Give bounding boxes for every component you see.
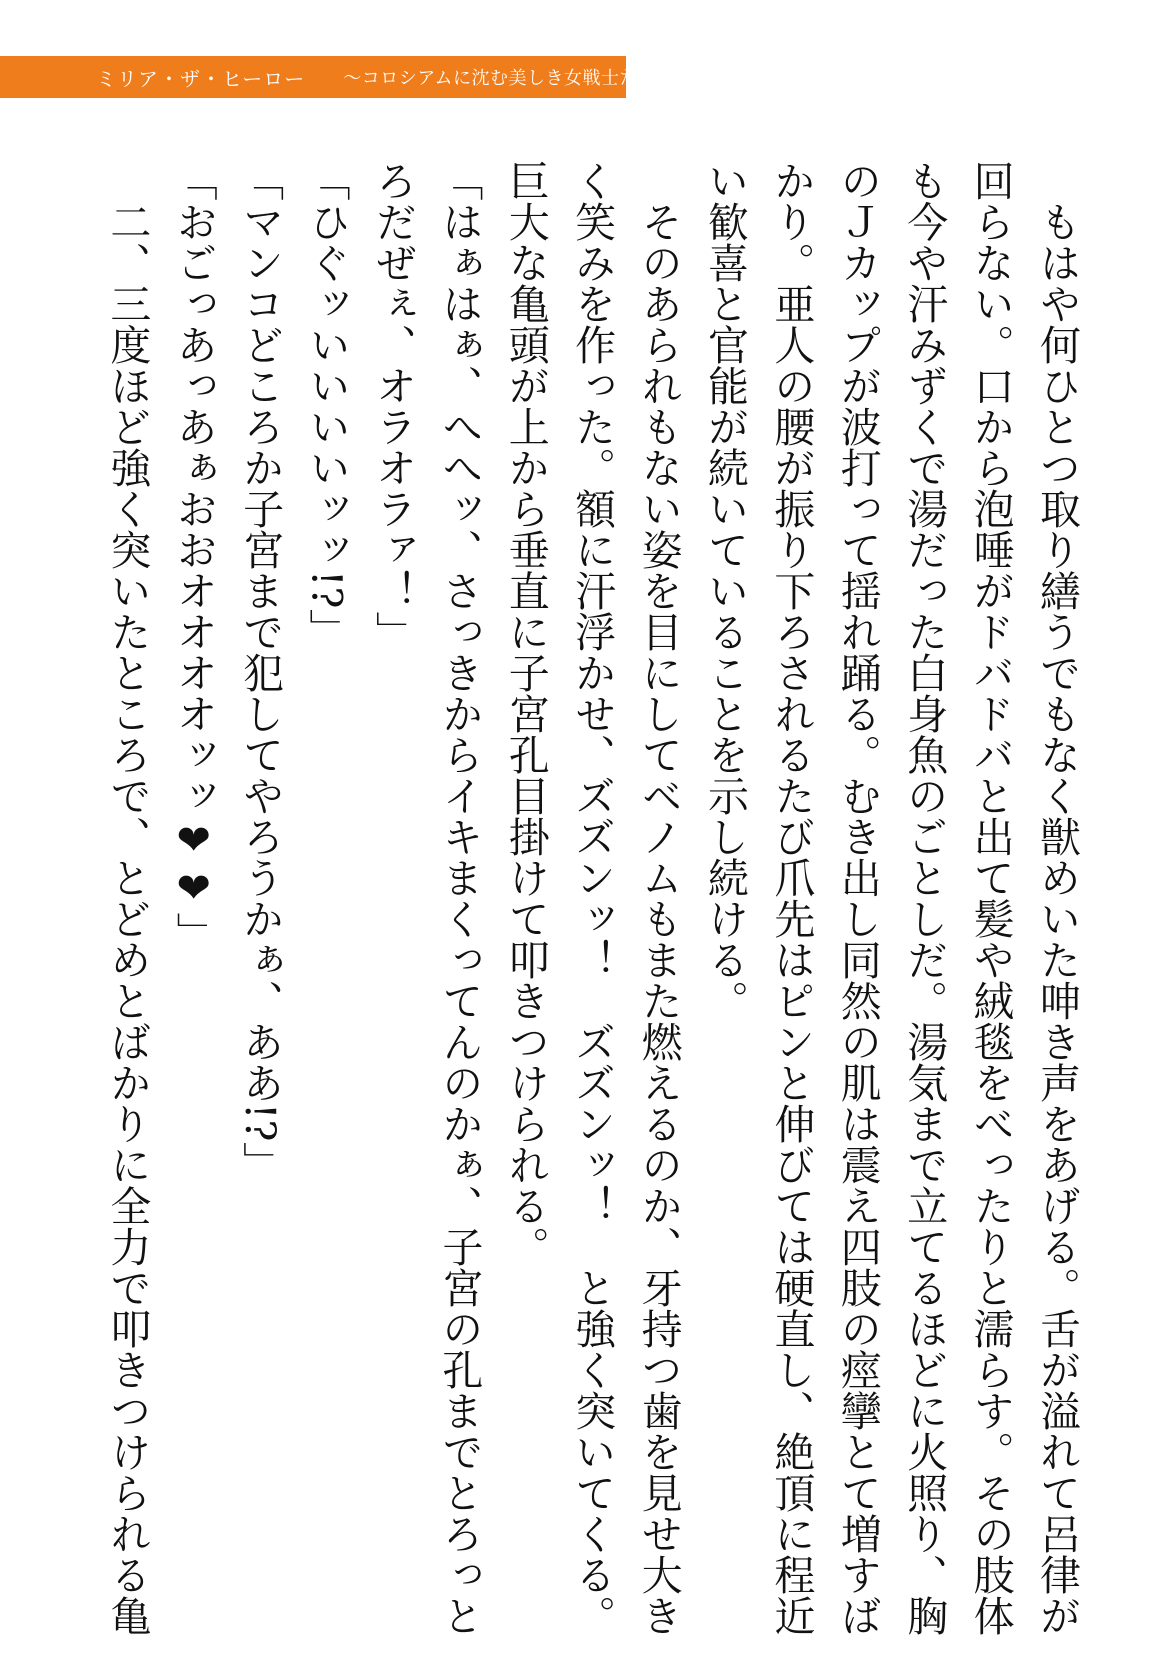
text-line: 二、三度ほど強く突いたところで、とどめとばかりに全力で叩きつけられる亀 — [103, 160, 152, 1636]
text-line: 「はぁはぁ、へへッ、さっきからイキまくってんのかぁ、子宮の孔までとろっと — [435, 160, 484, 1636]
text-line: 巨大な亀頭が上から垂直に子宮孔目掛けて叩きつけられる。 — [501, 160, 550, 1267]
text-line: も今や汗みずくで湯だった白身魚のごとしだ。湯気まで立てるほどに火照り、胸 — [900, 160, 949, 1636]
text-line: かり。亜人の腰が振り下ろされるたび爪先はピンと伸びては硬直し、絶頂に程近 — [767, 160, 816, 1636]
text-line: もはや何ひとつ取り繕うでもなく獣めいた呻き声をあげる。舌が溢れて呂律が — [1033, 160, 1081, 1636]
vertical-body-text — [103, 160, 1090, 1636]
book-title: ミリア・ザ・ヒーロー — [96, 66, 306, 91]
text-line: く笑みを作った。額に汗浮かせ、ズズンッ！ ズズンッ！ と強く突いてくる。 — [568, 160, 617, 1636]
book-subtitle: ～コロシアムに沈む美しき女戦士たち～ — [343, 68, 675, 89]
running-header — [0, 56, 675, 98]
text-line: のＪカップが波打って揺れ踊る。むき出し同然の肌は震え四肢の痙攣とて増すば — [833, 160, 882, 1636]
text-line: ろだぜぇ、オラオラァ！」 — [368, 160, 417, 652]
text-line: そのあられもない姿を目にしてベノムもまた燃えるのか、牙持つ歯を見せ大き — [634, 160, 683, 1636]
text-line: 「マンコどころか子宮まで犯してやろうかぁ、ああ!?」 — [236, 160, 285, 1183]
text-line: い歓喜と官能が続いていることを示し続ける。 — [700, 160, 749, 1021]
text-line: 「ひぐッいいいいッッ!?」 — [302, 160, 351, 650]
text-line: 回らない。口から泡唾がドバドバと出て髪や絨毯をべったりと濡らす。その肢体 — [966, 160, 1015, 1636]
text-line: 「おごっあっあぁおおオオオオッッ❤❤」 — [169, 160, 218, 953]
